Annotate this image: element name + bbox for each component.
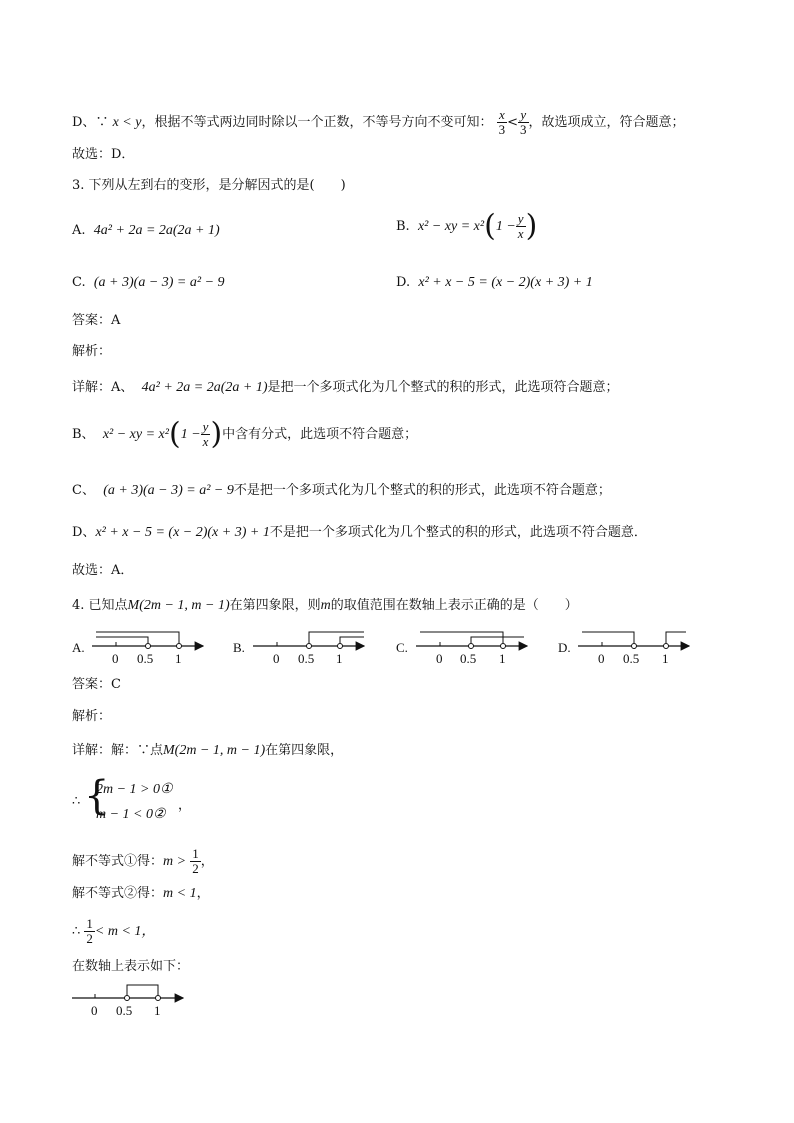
q3-d-expr: x² + x − 5 = (x − 2)(x + 3) + 1	[418, 275, 593, 290]
q4-option-d-numberline	[578, 632, 689, 666]
q3-b-lhs: x² − xy = x²	[417, 219, 485, 234]
q3-b-label: B.	[396, 219, 410, 234]
q4-detail-point: M(2m − 1, m − 1)	[163, 743, 266, 758]
q4-detail-intro	[72, 741, 343, 761]
solve-2-pre: 解不等式②得：	[72, 886, 164, 901]
q3-detail-d	[72, 523, 647, 543]
prev-option-d	[72, 108, 685, 137]
svg-text:1: 1	[175, 651, 182, 666]
solve-2: 解不等式②得：m < 1，	[72, 886, 210, 901]
svg-text:0: 0	[91, 1003, 98, 1018]
solution-half: $\frac{1}{2}$	[86, 916, 93, 946]
q4-stem-pre: 4. 已知点	[72, 598, 128, 613]
inequality-2: m − 1 < 0②	[96, 807, 166, 822]
solution-range	[72, 917, 155, 946]
q3-detail-b-one-minus: 1 −	[180, 427, 201, 442]
q3-detail-b: B、 x² − xy = x²(1 − $\frac{y}{x}$ )中含有分式，此选项不符合题意；	[72, 416, 418, 452]
q3-c-label: C.	[72, 275, 86, 290]
q4-answer: 答案：C	[72, 677, 121, 692]
q3-b-frac: $\frac{y}{x}$	[517, 211, 524, 241]
q4-option-b-numberline	[253, 632, 364, 666]
q4-option-d-label: D.	[558, 640, 571, 655]
svg-text:0: 0	[273, 651, 280, 666]
svg-text:0.5: 0.5	[460, 651, 477, 666]
q4-options-numberlines	[0, 622, 794, 672]
solve-1: 解不等式①得：m > $\frac{1}{2}$ ，	[72, 846, 214, 876]
q4-stem	[72, 596, 578, 616]
q4-option-a-label: A.	[72, 640, 85, 655]
q3-detail-d-prefix: D、	[72, 525, 96, 540]
prev-d-text1: ，根据不等式两边同时除以一个正数，不等号方向不变可知：	[141, 115, 493, 130]
q3-detail-b-prefix: B、	[72, 427, 95, 442]
because-symbol: ∵	[95, 115, 109, 130]
frac-y-over-3: $\frac{y}{3}$	[520, 107, 527, 137]
q4-detail-post: 在第四象限，	[265, 743, 344, 758]
q3-option-c	[72, 273, 225, 293]
q3-detail-d-expr: x² + x − 5 = (x − 2)(x + 3) + 1	[95, 525, 270, 540]
frac-x-over-3: $\frac{x}{3}$	[498, 107, 506, 137]
inequality-1: 2m − 1 > 0①	[96, 782, 173, 797]
q3-option-d	[396, 273, 593, 293]
q3-option-a	[72, 221, 220, 241]
solution-therefore: ∴	[72, 924, 81, 939]
prev-answer: 故选：D．	[72, 147, 135, 162]
therefore-symbol: ∴	[72, 794, 81, 809]
prev-d-label: D、	[72, 115, 96, 130]
q4-option-a-numberline	[92, 632, 203, 666]
left-brace: {	[84, 773, 110, 819]
svg-text:1: 1	[662, 651, 669, 666]
system-comma: ，	[178, 798, 192, 813]
solve-1-pre: 解不等式①得：	[72, 854, 164, 869]
q3-answer: 答案：A	[72, 313, 121, 328]
q3-detail-a-prefix: 详解：A、	[72, 380, 134, 395]
q4-stem-mid: 在第四象限，则	[229, 598, 321, 613]
q4-stem-post: 的取值范围在数轴上表示正确的是（ ）	[330, 598, 578, 613]
q3-conclusion: 故选：A．	[72, 563, 134, 578]
svg-text:0: 0	[598, 651, 605, 666]
svg-text:0.5: 0.5	[298, 651, 315, 666]
q3-detail-d-text: 不是把一个多项式化为几个整式的积的形式，此选项不符合题意．	[269, 525, 647, 540]
prev-d-text2: ，故选项成立，符合题意；	[528, 115, 685, 130]
q4-stem-m: m	[320, 598, 331, 613]
q4-analysis: 解析：	[72, 709, 112, 724]
q3-detail-a-expr: 4a² + 2a = 2a(2a + 1)	[141, 380, 268, 395]
q3-detail-c	[72, 481, 611, 501]
q3-detail-c-prefix: C、	[72, 483, 95, 498]
q3-a-label: A.	[72, 223, 86, 238]
q4-option-b-label: B.	[233, 640, 245, 655]
solve-2-expr: m < 1	[163, 886, 197, 901]
q3-b-one-minus: 1 −	[495, 219, 516, 234]
q3-detail-b-text: 中含有分式，此选项不符合题意；	[222, 427, 418, 442]
q3-stem: 3. 下列从左到右的变形，是分解因式的是( )	[72, 178, 346, 193]
q3-detail-a-text: 是把一个多项式化为几个整式的积的形式，此选项符合题意；	[267, 380, 619, 395]
numberline-caption: 在数轴上表示如下：	[72, 959, 190, 974]
q3-c-expr: (a + 3)(a − 3) = a² − 9	[93, 275, 225, 290]
svg-text:0: 0	[436, 651, 443, 666]
svg-text:1: 1	[336, 651, 343, 666]
svg-text:0.5: 0.5	[116, 1003, 133, 1018]
svg-text:0: 0	[112, 651, 119, 666]
q4-stem-point: M(2m − 1, m − 1)	[127, 598, 230, 613]
q4-option-c-label: C.	[396, 640, 408, 655]
svg-text:0.5: 0.5	[623, 651, 640, 666]
svg-text:1: 1	[154, 1003, 161, 1018]
q3-detail-b-lhs: x² − xy = x²	[102, 427, 169, 442]
q3-option-b: B. x² − xy = x²(1 − $\frac{y}{x}$ )	[396, 208, 538, 244]
q3-analysis: 解析：	[72, 344, 112, 359]
less-than: <	[507, 115, 519, 130]
q3-detail-c-expr: (a + 3)(a − 3) = a² − 9	[103, 483, 234, 498]
q3-detail-a	[72, 378, 619, 398]
q4-detail-pre: 详解：解：∵点	[72, 743, 164, 758]
solution-suffix: < m < 1，	[94, 924, 156, 939]
svg-text:0.5: 0.5	[137, 651, 154, 666]
q4-option-c-numberline	[416, 632, 527, 666]
q3-a-expr: 4a² + 2a = 2a(2a + 1)	[93, 223, 220, 238]
q3-detail-c-text: 不是把一个多项式化为几个整式的积的形式，此选项不符合题意；	[233, 483, 611, 498]
solve-1-m: m >	[163, 854, 187, 869]
prev-d-condition: x < y	[112, 115, 142, 130]
solution-numberline	[60, 976, 260, 1021]
q3-d-label: D.	[396, 275, 411, 290]
svg-text:1: 1	[499, 651, 506, 666]
q3-detail-b-frac: $\frac{y}{x}$	[202, 419, 209, 449]
one-half: $\frac{1}{2}$	[192, 846, 199, 876]
